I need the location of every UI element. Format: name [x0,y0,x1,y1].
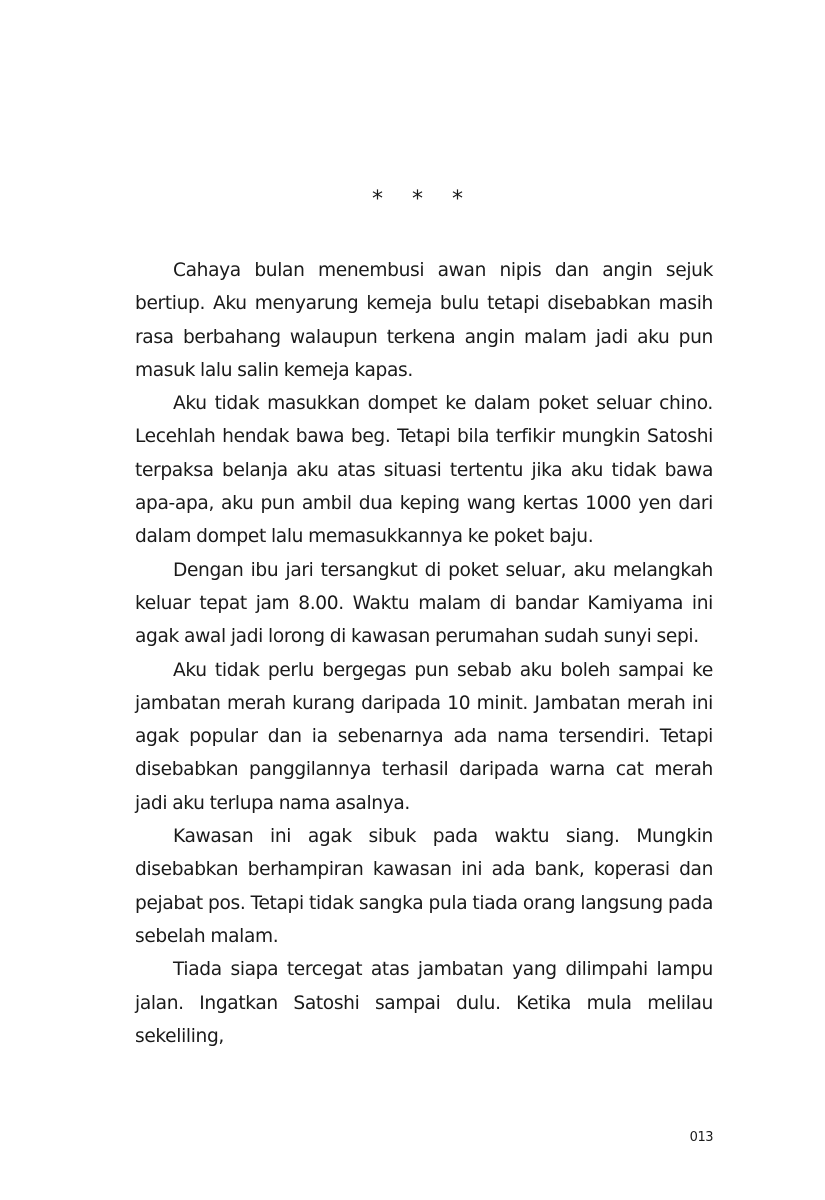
paragraph: Dengan ibu jari tersangkut di poket seluar, aku melangkah keluar tepat jam 8.00. Waktu malam di bandar Kamiyama ini agak awal jadi lorong di kawasan perumahan sudah sunyi sepi. [135,559,713,648]
section-separator: * * * [372,187,463,212]
paragraph: Cahaya bulan menembusi awan nipis dan angin sejuk bertiup. Aku menyarung kemeja bulu tetapi disebabkan masih rasa berbahang walaupun terkena angin malam jadi aku pun masuk lalu salin kemeja kapas. [135,260,713,381]
paragraph: Tiada siapa tercegat atas jambatan yang dilimpahi lampu jalan. Ingatkan Satoshi sampai dulu. Ketika mula melilau sekeliling, [135,959,713,1047]
paragraph: Aku tidak masukkan dompet ke dalam poket seluar chino. Lecehlah hendak bawa beg. Tetapi bila terfikir mungkin Satoshi terpaksa belanja aku atas situasi tertentu jika aku tidak bawa apa-apa, aku pun ambil dua keping wang kertas 1000 yen dari dalam dompet lalu memasukkannya ke poket baju. [135,393,713,548]
page-number: 013 [689,1130,713,1145]
paragraph: Aku tidak perlu bergegas pun sebab aku boleh sampai ke jambatan merah kurang daripada 10 minit. Jambatan merah ini agak popular dan ia sebenarnya ada nama tersendiri. Tetapi disebabkan panggilannya terhasil daripada warna cat merah jadi aku terlupa nama asalnya. [135,659,713,814]
paragraph: Kawasan ini agak sibuk pada waktu siang. Mungkin disebabkan berhampiran kawasan ini ada bank, koperasi dan pejabat pos. Tetapi tidak sangka pula tiada orang langsung pada sebelah malam. [135,826,713,947]
body-text [135,254,713,1053]
